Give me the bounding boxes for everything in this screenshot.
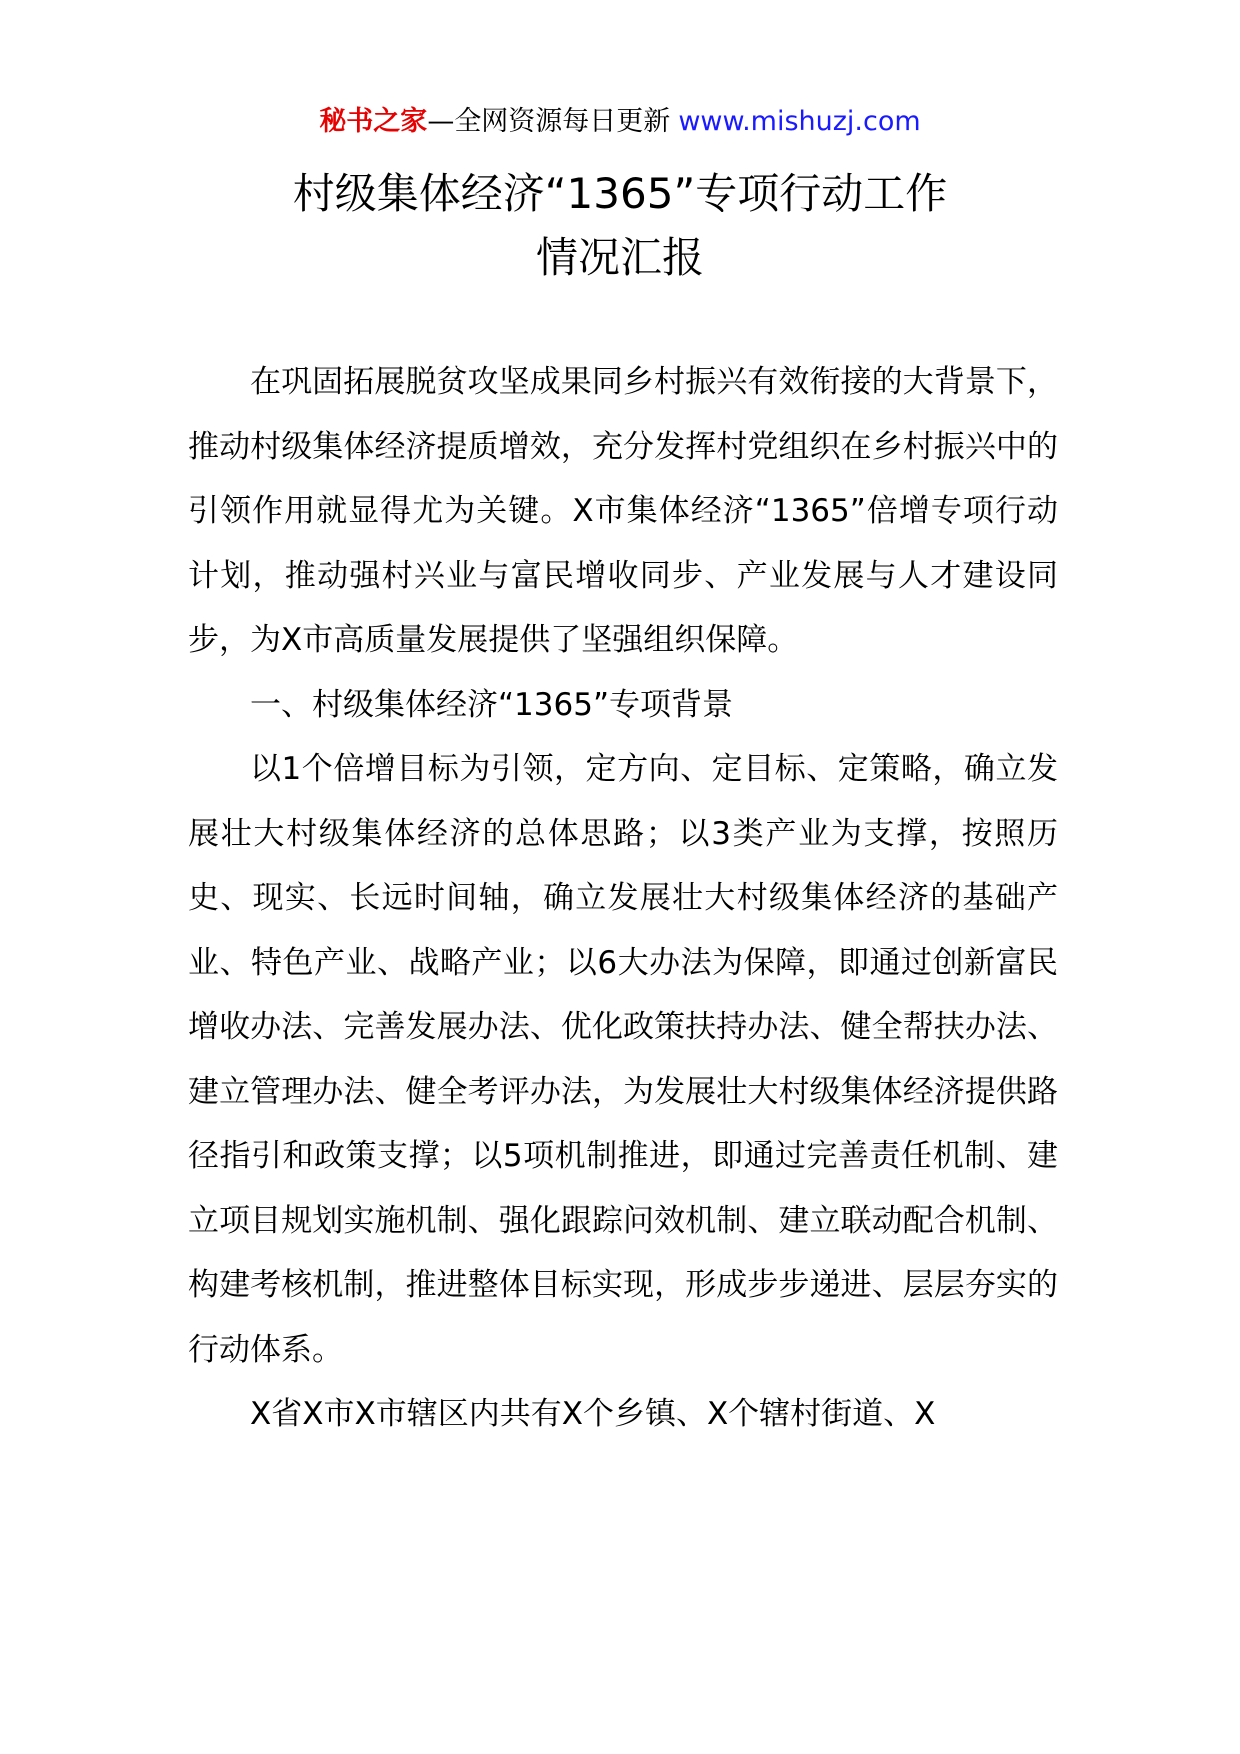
header-tagline: —全网资源每日更新 <box>427 106 671 137</box>
brand-name: 秘书之家 <box>319 106 428 137</box>
section-heading: 一、村级集体经济“1365”专项背景 <box>250 686 734 723</box>
body-paragraph: X省X市X市辖区内共有X个乡镇、X个辖村街道、X <box>250 1396 936 1432</box>
document-body <box>188 350 1058 1447</box>
site-url-link[interactable]: www.mishuzj.com <box>678 106 921 137</box>
title-line-1: 村级集体经济“1365”专项行动工作 <box>292 169 948 218</box>
title-line-2: 情况汇报 <box>535 233 704 282</box>
intro-paragraph: 在巩固拓展脱贫攻坚成果同乡村振兴有效衔接的大背景下，推动村级集体经济提质增效，充分发挥村党组织在乡村振兴中的引领作用就显得尤为关键。X市集体经济“1365”倍增专项行动计划，推动强村兴业与富民增收同步、产业发展与人才建设同步，为X市高质量发展提供了坚强组织保障。 <box>188 364 1058 658</box>
watermark-header <box>0 102 1240 142</box>
body-paragraph: 以1个倍增目标为引领，定方向、定目标、定策略，确立发展壮大村级集体经济的总体思路；以3类产业为支撑，按照历史、现实、长远时间轴，确立发展壮大村级集体经济的基础产业、特色产业、战略产业；以6大办法为保障，即通过创新富民增收办法、完善发展办法、优化政策扶持办法、健全帮扶办法、建立管理办法、健全考评办法，为发展壮大村级集体经济提供路径指引和政策支撑；以5项机制推进，即通过完善责任机制、建立项目规划实施机制、强化跟踪问效机制、建立联动配合机制、构建考核机制，推进整体目标实现，形成步步递进、层层夯实的行动体系。 <box>188 751 1058 1368</box>
document-title <box>0 162 1240 290</box>
